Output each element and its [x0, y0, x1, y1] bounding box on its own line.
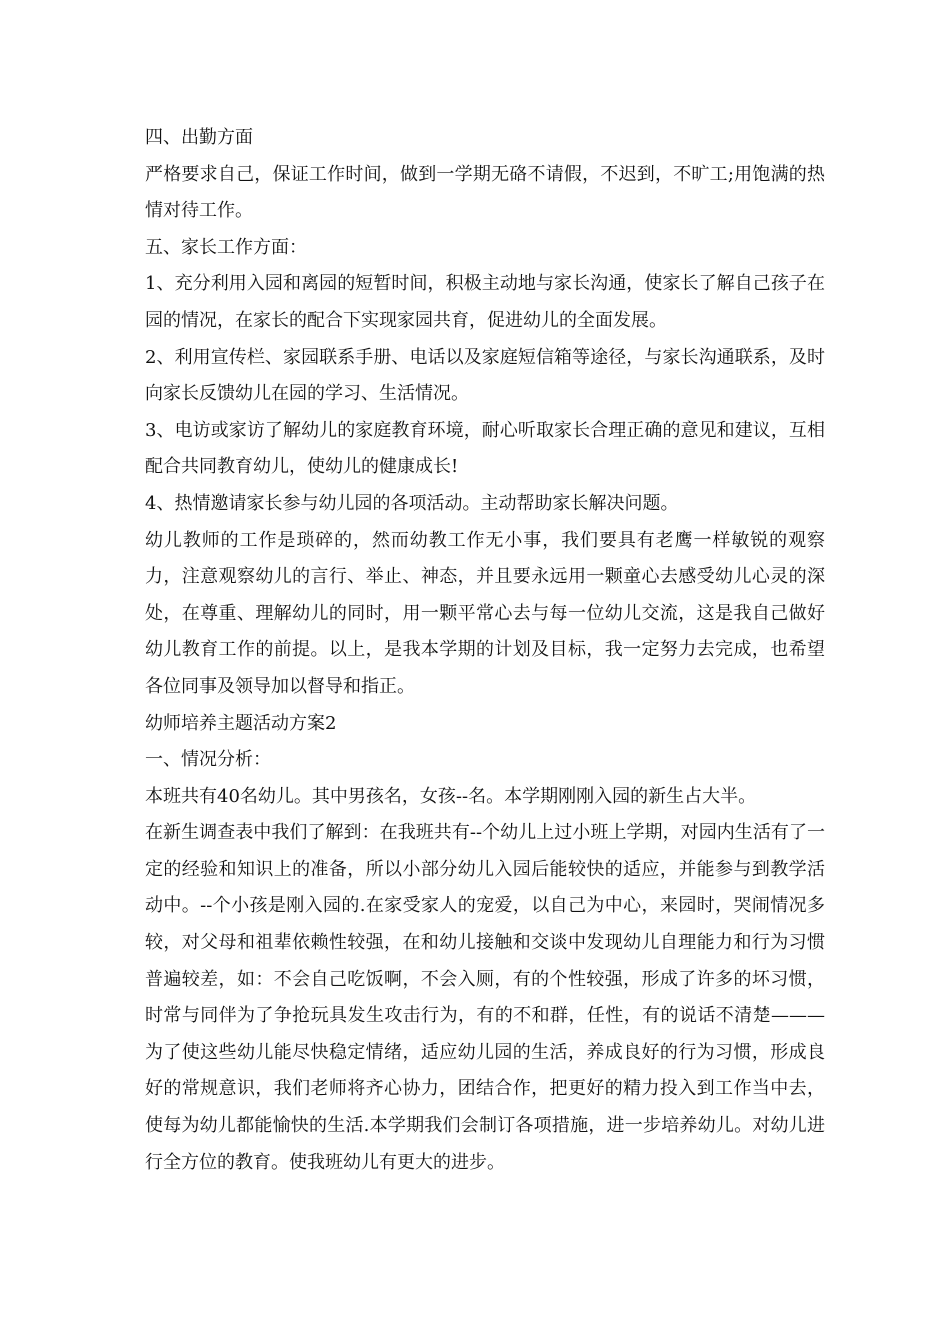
list-item-2: 2、利用宣传栏、家园联系手册、电话以及家庭短信箱等途径，与家长沟通联系，及时向家长反馈幼儿在园的学习、生活情况。 [145, 346, 825, 405]
section-heading-attendance: 四、出勤方面 [145, 127, 253, 148]
list-item-1: 1、充分利用入园和离园的短暂时间，积极主动地与家长沟通，使家长了解自己孩子在园的情况，在家长的配合下实现家园共育，促进幼儿的全面发展。 [145, 273, 825, 331]
paragraph-summary: 幼儿教师的工作是琐碎的，然而幼教工作无小事，我们要具有老鹰一样敏锐的观察力，注意观察幼儿的言行、举止、神态，并且要永远用一颗童心去感受幼儿心灵的深处，在尊重、理解幼儿的同时，用一颗平常心去与每一位幼儿交流，这是我自己做好幼儿教育工作的前提。以上，是我本学期的计划及目标，我一定努力去完成，也希望各位同事及领导加以督导和指正。 [145, 529, 825, 697]
section-heading-parent-work: 五、家长工作方面： [145, 236, 307, 258]
document-title-2: 幼师培养主题活动方案2 [145, 712, 337, 734]
paragraph-survey: 在新生调查表中我们了解到：在我班共有--个幼儿上过小班上学期，对园内生活有了一定的经验和知识上的准备，所以小部分幼儿入园后能较快的适应，并能参与到教学活动中。--个小孩是刚入园的.在家受家人的宠爱，以自己为中心，来园时，哭闹情况多较，对父母和祖辈依赖性较强，在和幼儿接触和交谈中发现幼儿自理能力和行为习惯普遍较差，如：不会自己吃饭啊，不会入厕，有的个性较强，形成了许多的坏习惯，时常与同伴为了争抢玩具发生攻击行为，有的不和群，任性，有的说话不清楚———为了使这些幼儿能尽快稳定情绪，适应幼儿园的生活，养成良好的行为习惯，形成良好的常规意识，我们老师将齐心协力，团结合作，把更好的精力投入到工作当中去，使每为幼儿都能愉快的生活.本学期我们会制订各项措施，进一步培养幼儿。对幼儿进行全方位的教育。使我班幼儿有更大的进步。 [145, 822, 825, 1173]
section-heading-situation: 一、情况分析： [145, 749, 271, 771]
list-item-3: 3、电访或家访了解幼儿的家庭教育环境，耐心听取家长合理正确的意见和建议，互相配合共同教育幼儿，使幼儿的健康成长! [145, 419, 825, 478]
paragraph-attendance: 严格要求自己，保证工作时间，做到一学期无硌不请假，不迟到，不旷工;用饱满的热情对待工作。 [145, 163, 825, 222]
document-body [145, 120, 825, 1181]
list-item-4: 4、热情邀请家长参与幼儿园的各项活动。主动帮助家长解决问题。 [145, 492, 679, 514]
paragraph-class-info: 本班共有40名幼儿。其中男孩名，女孩--名。本学期刚刚入园的新生占大半。 [145, 785, 757, 807]
